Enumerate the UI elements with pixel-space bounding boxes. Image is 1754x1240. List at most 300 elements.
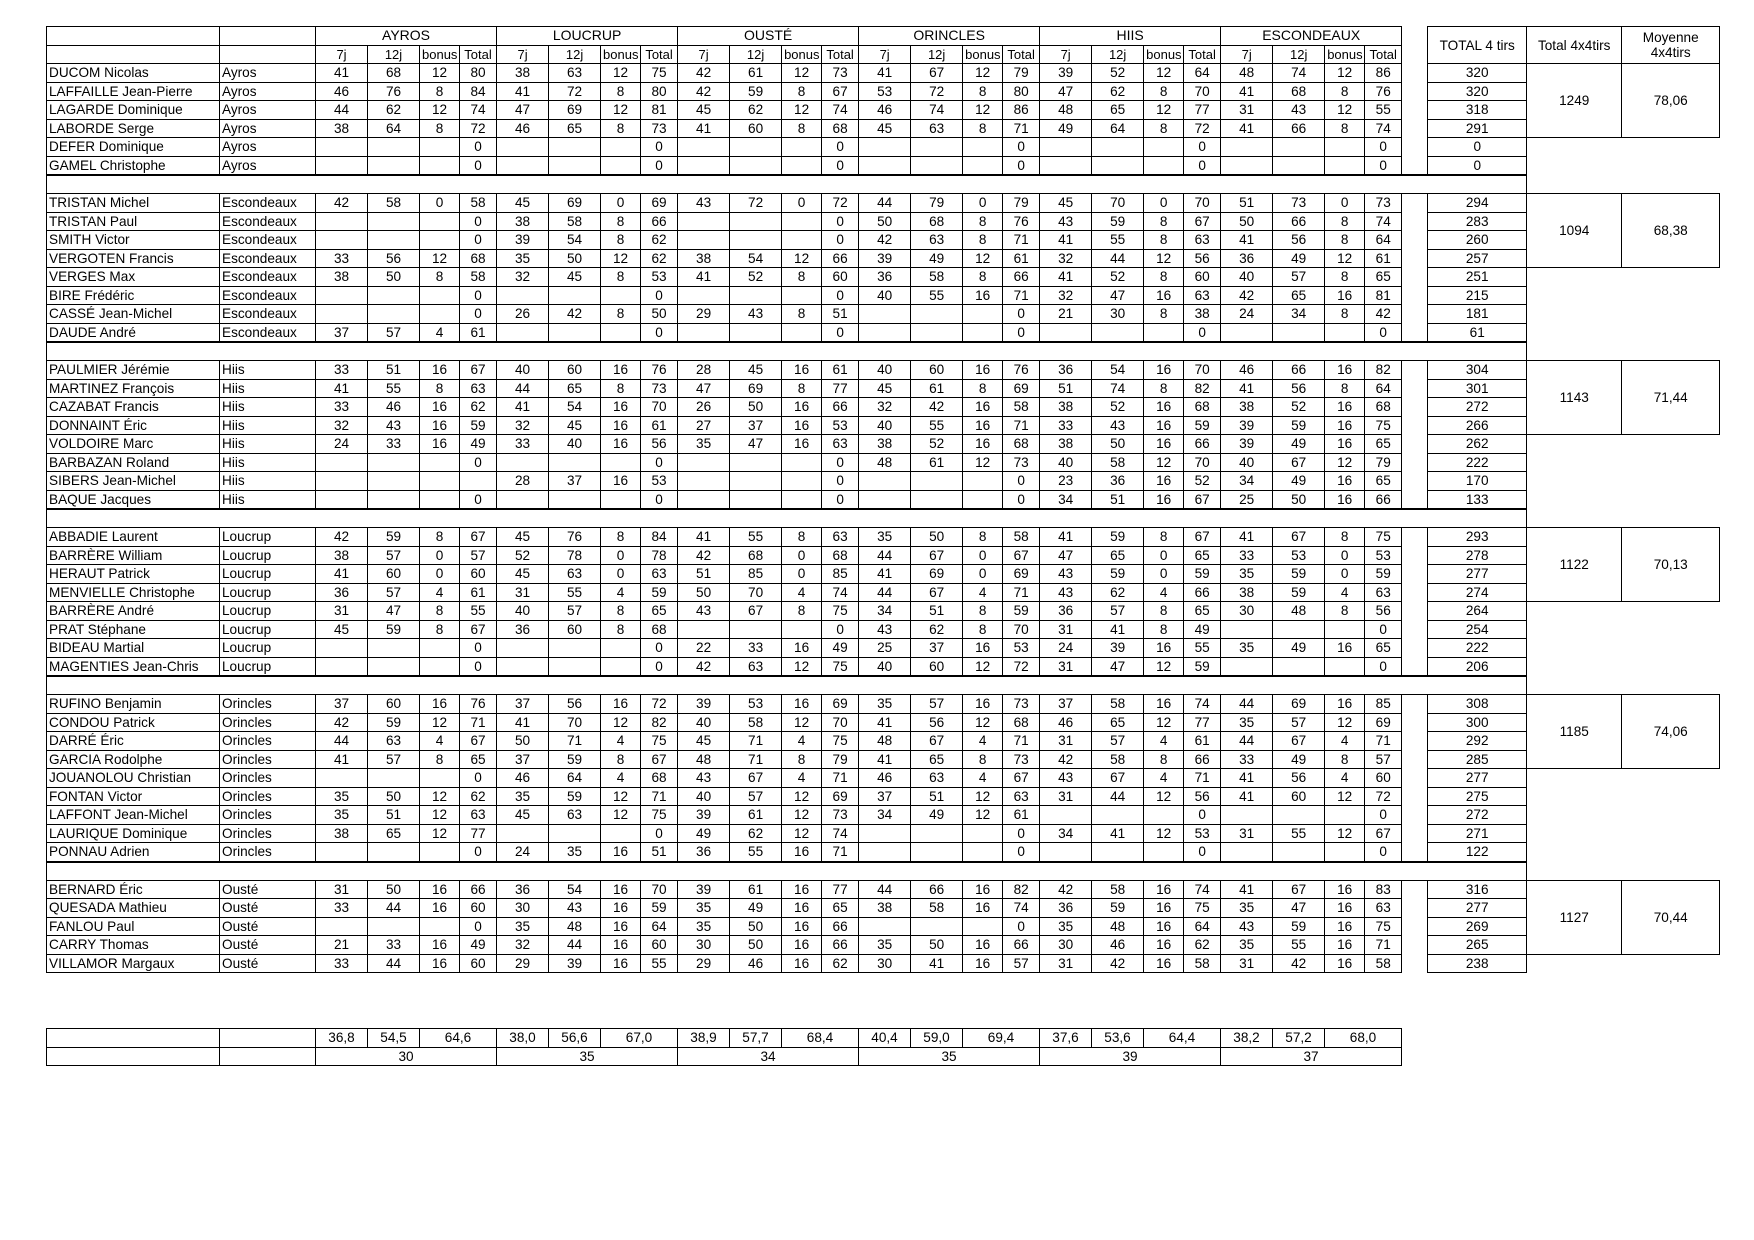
header-subcol: bonus	[1144, 45, 1184, 64]
score-cell: 34	[859, 602, 911, 621]
score-cell: 76	[549, 528, 601, 547]
average-cell: 67,0	[601, 1029, 678, 1048]
score-cell: 71	[730, 750, 782, 769]
gap-cell	[1402, 899, 1428, 918]
score-cell: 8	[1144, 528, 1184, 547]
score-cell: 37	[497, 750, 549, 769]
table-row	[47, 583, 1720, 602]
average-cell: 69,4	[963, 1029, 1040, 1048]
score-cell: 47	[368, 602, 420, 621]
score-cell: 63	[911, 119, 963, 138]
score-cell: 16	[601, 416, 641, 435]
score-cell: 58	[460, 194, 497, 213]
blank-cell	[1527, 435, 1720, 454]
score-cell: 0	[1184, 843, 1221, 862]
score-cell: 34	[1221, 472, 1273, 491]
score-cell: 52	[1092, 64, 1144, 83]
score-cell: 41	[497, 398, 549, 417]
score-cell: 45	[859, 379, 911, 398]
score-cell: 63	[460, 806, 497, 825]
gap-cell	[1402, 64, 1428, 83]
score-cell: 35	[1221, 713, 1273, 732]
score-cell	[678, 156, 730, 175]
score-cell: 42	[316, 713, 368, 732]
shooter-name: BARBAZAN Roland	[47, 453, 220, 472]
score-cell: 67	[1184, 490, 1221, 509]
score-cell	[549, 657, 601, 676]
score-cell: 61	[1365, 249, 1402, 268]
table-row	[47, 954, 1720, 973]
score-cell: 33	[368, 936, 420, 955]
score-cell: 33	[1221, 546, 1273, 565]
score-cell: 67	[1273, 732, 1325, 751]
score-cell: 35	[316, 787, 368, 806]
total-4-tirs: 0	[1428, 138, 1527, 157]
shooter-name: BIRE Frédéric	[47, 286, 220, 305]
score-cell: 59	[1092, 899, 1144, 918]
score-cell: 16	[1325, 695, 1365, 714]
shooter-club: Ayros	[220, 82, 316, 101]
score-cell	[782, 453, 822, 472]
score-cell: 0	[601, 565, 641, 584]
score-cell: 46	[497, 119, 549, 138]
score-cell: 50	[368, 268, 420, 287]
score-cell: 33	[730, 639, 782, 658]
table-row	[47, 305, 1720, 324]
score-cell: 69	[1003, 379, 1040, 398]
team-moyenne: 70,44	[1622, 880, 1720, 954]
shooter-name: JOUANOLOU Christian	[47, 769, 220, 788]
score-cell: 56	[368, 249, 420, 268]
score-cell: 12	[782, 64, 822, 83]
score-cell: 81	[641, 101, 678, 120]
score-cell: 0	[641, 323, 678, 342]
score-cell: 60	[460, 954, 497, 973]
average-cell: 59,0	[911, 1029, 963, 1048]
score-cell: 50	[730, 398, 782, 417]
score-cell: 42	[1273, 954, 1325, 973]
score-cell: 48	[859, 453, 911, 472]
gap-cell	[1402, 156, 1428, 175]
score-cell: 68	[1003, 435, 1040, 454]
table-row	[47, 528, 1720, 547]
total-4-tirs: 271	[1428, 824, 1527, 843]
score-cell: 47	[1040, 82, 1092, 101]
score-cell	[368, 843, 420, 862]
average-cell: 37,6	[1040, 1029, 1092, 1048]
score-cell: 32	[1040, 286, 1092, 305]
score-cell: 35	[678, 917, 730, 936]
shooter-club: Loucrup	[220, 657, 316, 676]
score-cell: 8	[963, 379, 1003, 398]
score-cell: 49	[1273, 750, 1325, 769]
score-cell: 8	[782, 119, 822, 138]
score-cell: 0	[460, 286, 497, 305]
shooter-club: Orincles	[220, 824, 316, 843]
score-cell: 16	[963, 286, 1003, 305]
score-cell: 73	[1273, 194, 1325, 213]
score-cell: 8	[601, 602, 641, 621]
score-cell: 69	[730, 379, 782, 398]
total-4-tirs: 274	[1428, 583, 1527, 602]
score-cell: 60	[822, 268, 859, 287]
score-cell: 4	[963, 732, 1003, 751]
score-cell: 63	[1184, 231, 1221, 250]
score-cell: 16	[963, 954, 1003, 973]
score-cell: 12	[963, 787, 1003, 806]
total-4-tirs: 278	[1428, 546, 1527, 565]
gap-cell	[1402, 194, 1428, 213]
score-cell: 60	[368, 695, 420, 714]
score-cell	[549, 639, 601, 658]
score-cell: 52	[1273, 398, 1325, 417]
table-row	[47, 416, 1720, 435]
score-cell: 51	[641, 843, 678, 862]
header-club-4: HIIS	[1040, 27, 1221, 46]
score-cell: 68	[1273, 82, 1325, 101]
score-cell: 16	[1325, 490, 1365, 509]
score-cell: 38	[316, 824, 368, 843]
score-cell: 76	[1365, 82, 1402, 101]
score-cell: 42	[1221, 286, 1273, 305]
score-cell: 35	[497, 917, 549, 936]
score-cell	[601, 138, 641, 157]
score-cell: 8	[1144, 119, 1184, 138]
total-4-tirs: 133	[1428, 490, 1527, 509]
score-cell	[859, 138, 911, 157]
score-cell	[1273, 620, 1325, 639]
score-cell: 82	[1184, 379, 1221, 398]
score-cell: 79	[1003, 194, 1040, 213]
score-cell: 8	[782, 379, 822, 398]
score-cell	[316, 490, 368, 509]
score-cell: 64	[1184, 64, 1221, 83]
score-cell: 36	[1221, 249, 1273, 268]
score-cell: 16	[963, 880, 1003, 899]
score-cell: 43	[859, 620, 911, 639]
score-cell: 12	[420, 824, 460, 843]
score-cell: 59	[730, 82, 782, 101]
score-cell: 55	[911, 286, 963, 305]
score-cell	[963, 156, 1003, 175]
score-cell: 8	[601, 82, 641, 101]
score-cell: 16	[1325, 286, 1365, 305]
score-cell: 39	[497, 231, 549, 250]
score-cell: 12	[1144, 787, 1184, 806]
score-cell	[497, 286, 549, 305]
score-cell: 0	[1325, 194, 1365, 213]
score-cell	[730, 231, 782, 250]
gap-cell	[1402, 769, 1428, 788]
score-cell: 51	[822, 305, 859, 324]
total-4-tirs: 215	[1428, 286, 1527, 305]
score-cell	[1325, 323, 1365, 342]
score-cell: 35	[859, 695, 911, 714]
table-row	[47, 917, 1720, 936]
table-row	[47, 639, 1720, 658]
score-cell: 4	[1325, 732, 1365, 751]
score-cell: 71	[1184, 769, 1221, 788]
score-cell: 35	[1040, 917, 1092, 936]
gap-cell	[1402, 806, 1428, 825]
score-cell: 44	[1092, 787, 1144, 806]
score-cell	[368, 138, 420, 157]
gap-cell	[1402, 750, 1428, 769]
average-cell: 40,4	[859, 1029, 911, 1048]
score-cell	[782, 472, 822, 491]
score-cell: 21	[1040, 305, 1092, 324]
score-cell: 49	[1184, 620, 1221, 639]
score-cell: 31	[497, 583, 549, 602]
score-cell: 45	[497, 528, 549, 547]
score-cell	[368, 917, 420, 936]
score-cell: 70	[822, 713, 859, 732]
score-cell: 0	[1184, 156, 1221, 175]
score-cell: 0	[641, 138, 678, 157]
score-cell: 16	[782, 899, 822, 918]
total-4-tirs: 222	[1428, 639, 1527, 658]
shooter-name: PRAT Stéphane	[47, 620, 220, 639]
score-cell: 8	[420, 119, 460, 138]
score-cell: 51	[1040, 379, 1092, 398]
score-cell: 48	[1040, 101, 1092, 120]
score-cell: 51	[911, 787, 963, 806]
score-cell: 0	[460, 156, 497, 175]
score-cell: 0	[1365, 156, 1402, 175]
score-cell: 66	[460, 880, 497, 899]
score-cell: 4	[1325, 769, 1365, 788]
score-cell: 69	[549, 194, 601, 213]
score-cell	[601, 824, 641, 843]
score-cell: 48	[859, 732, 911, 751]
score-cell	[1144, 156, 1184, 175]
score-cell: 16	[1325, 435, 1365, 454]
score-cell: 52	[1184, 472, 1221, 491]
score-cell	[1040, 156, 1092, 175]
score-cell: 78	[549, 546, 601, 565]
score-cell: 8	[782, 750, 822, 769]
separator-blank	[1527, 509, 1720, 528]
score-cell: 59	[1092, 565, 1144, 584]
footer-blank	[47, 1029, 220, 1048]
gap-cell	[1402, 361, 1428, 380]
score-cell: 67	[460, 732, 497, 751]
score-cell: 49	[1273, 472, 1325, 491]
score-cell: 16	[1144, 286, 1184, 305]
score-cell: 62	[368, 101, 420, 120]
score-cell: 4	[601, 769, 641, 788]
shooter-club: Orincles	[220, 787, 316, 806]
score-cell: 12	[1144, 453, 1184, 472]
score-cell: 46	[859, 769, 911, 788]
score-cell: 16	[1144, 936, 1184, 955]
gap-cell	[1402, 954, 1428, 973]
score-cell	[497, 156, 549, 175]
score-cell: 12	[963, 713, 1003, 732]
score-cell: 41	[1221, 528, 1273, 547]
score-cell: 40	[549, 435, 601, 454]
score-cell: 12	[601, 249, 641, 268]
score-cell: 50	[1273, 490, 1325, 509]
score-cell	[1325, 138, 1365, 157]
score-cell: 50	[368, 880, 420, 899]
score-cell: 44	[859, 546, 911, 565]
score-cell: 66	[1184, 583, 1221, 602]
gap-cell	[1402, 231, 1428, 250]
table-row	[47, 713, 1720, 732]
score-cell: 43	[678, 194, 730, 213]
score-cell: 68	[1184, 398, 1221, 417]
score-cell: 8	[782, 268, 822, 287]
score-cell	[678, 620, 730, 639]
score-cell: 12	[1144, 657, 1184, 676]
score-cell: 46	[1040, 713, 1092, 732]
score-cell: 45	[549, 416, 601, 435]
blank-cell	[1527, 657, 1720, 676]
score-cell: 4	[420, 583, 460, 602]
blank-cell	[1527, 639, 1720, 658]
score-cell: 61	[460, 323, 497, 342]
score-cell: 49	[678, 824, 730, 843]
score-cell: 12	[782, 249, 822, 268]
score-cell: 37	[911, 639, 963, 658]
score-cell: 41	[1221, 379, 1273, 398]
shooter-name: BARRÈRE André	[47, 602, 220, 621]
score-cell: 57	[1273, 713, 1325, 732]
shooter-name: VOLDOIRE Marc	[47, 435, 220, 454]
score-cell: 51	[368, 361, 420, 380]
shooter-club: Hiis	[220, 379, 316, 398]
score-cell: 47	[1040, 546, 1092, 565]
score-cell: 12	[420, 101, 460, 120]
score-cell: 0	[641, 824, 678, 843]
score-cell: 36	[497, 620, 549, 639]
score-cell: 41	[1040, 231, 1092, 250]
score-cell: 8	[782, 602, 822, 621]
score-cell: 40	[497, 602, 549, 621]
score-cell	[420, 453, 460, 472]
score-cell: 4	[782, 583, 822, 602]
score-cell: 82	[1365, 361, 1402, 380]
score-cell: 77	[822, 880, 859, 899]
score-cell: 42	[911, 398, 963, 417]
score-cell	[601, 156, 641, 175]
score-cell: 12	[601, 787, 641, 806]
score-cell: 59	[549, 787, 601, 806]
score-cell: 51	[1221, 194, 1273, 213]
total-4-tirs: 283	[1428, 212, 1527, 231]
score-cell	[963, 490, 1003, 509]
score-cell: 33	[1221, 750, 1273, 769]
score-cell: 54	[549, 880, 601, 899]
score-cell	[549, 453, 601, 472]
score-cell: 31	[316, 602, 368, 621]
blank-cell	[1527, 843, 1720, 862]
score-cell: 63	[368, 732, 420, 751]
score-cell: 8	[601, 212, 641, 231]
shooter-name: VERGES Max	[47, 268, 220, 287]
score-cell: 58	[549, 212, 601, 231]
score-cell	[420, 138, 460, 157]
score-cell: 71	[822, 769, 859, 788]
score-cell: 47	[1092, 657, 1144, 676]
score-cell: 46	[497, 769, 549, 788]
score-cell: 0	[1325, 546, 1365, 565]
total-4-tirs: 301	[1428, 379, 1527, 398]
score-cell: 61	[460, 583, 497, 602]
shooter-name: TRISTAN Paul	[47, 212, 220, 231]
score-cell: 66	[641, 212, 678, 231]
average-cell: 57,2	[1273, 1029, 1325, 1048]
score-cell: 73	[641, 379, 678, 398]
score-cell: 43	[368, 416, 420, 435]
gap-cell	[1402, 880, 1428, 899]
score-cell: 44	[1221, 732, 1273, 751]
score-cell	[549, 490, 601, 509]
score-cell: 85	[1365, 695, 1402, 714]
score-cell: 8	[963, 528, 1003, 547]
score-cell: 63	[911, 769, 963, 788]
score-cell: 48	[678, 750, 730, 769]
score-cell: 16	[420, 361, 460, 380]
shooter-club: Ayros	[220, 64, 316, 83]
score-cell: 24	[497, 843, 549, 862]
average-cell: 64,6	[420, 1029, 497, 1048]
score-cell: 0	[1365, 657, 1402, 676]
score-cell: 12	[601, 101, 641, 120]
separator-blank	[1527, 862, 1720, 881]
score-cell: 8	[601, 379, 641, 398]
score-cell: 56	[641, 435, 678, 454]
score-cell: 75	[822, 602, 859, 621]
score-cell: 63	[1365, 899, 1402, 918]
score-cell	[497, 323, 549, 342]
score-cell	[963, 138, 1003, 157]
score-cell: 8	[963, 212, 1003, 231]
total-4-tirs: 266	[1428, 416, 1527, 435]
score-cell	[859, 156, 911, 175]
gap-cell	[1402, 917, 1428, 936]
score-cell: 60	[460, 565, 497, 584]
average-cell: 53,6	[1092, 1029, 1144, 1048]
score-cell: 74	[1003, 899, 1040, 918]
score-cell: 38	[1040, 435, 1092, 454]
score-cell: 41	[1221, 231, 1273, 250]
gap-cell	[1402, 787, 1428, 806]
score-cell: 40	[1221, 268, 1273, 287]
score-cell	[601, 286, 641, 305]
team-moyenne: 78,06	[1622, 64, 1720, 138]
score-cell: 33	[316, 954, 368, 973]
score-cell: 31	[1221, 101, 1273, 120]
gap-cell	[1402, 639, 1428, 658]
score-cell: 67	[1365, 824, 1402, 843]
header-club-blank-2	[220, 45, 316, 64]
score-cell: 68	[822, 546, 859, 565]
score-cell: 49	[1273, 435, 1325, 454]
total-4-tirs: 122	[1428, 843, 1527, 862]
score-cell: 27	[678, 416, 730, 435]
score-cell: 71	[822, 843, 859, 862]
score-cell: 51	[368, 806, 420, 825]
score-cell: 16	[420, 435, 460, 454]
score-cell: 8	[1144, 268, 1184, 287]
score-cell: 52	[730, 268, 782, 287]
score-cell: 16	[1144, 880, 1184, 899]
score-cell: 50	[368, 787, 420, 806]
score-cell: 16	[601, 954, 641, 973]
score-cell: 42	[316, 194, 368, 213]
